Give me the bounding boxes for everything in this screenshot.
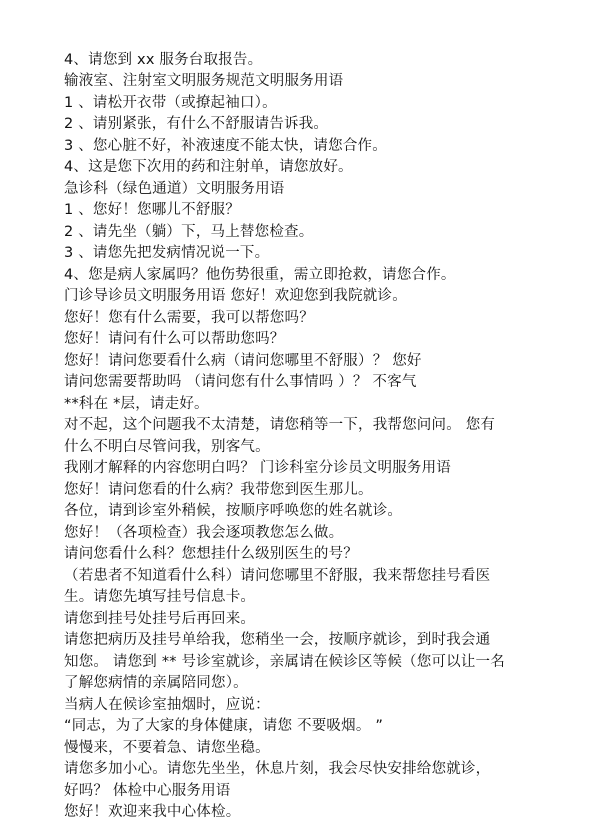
text-line: 请您到挂号处挂号后再回来。 xyxy=(64,610,256,627)
text-line: 您好！请问有什么可以帮助您吗？ xyxy=(64,331,285,348)
text-line: 您好！您有什么需要，我可以帮您吗？ xyxy=(64,309,314,326)
text-line: 您好！（各项检查）我会逐项教您怎么做。 xyxy=(64,524,344,541)
text-line: 知您。 请您到 ** 号诊室就诊，亲属请在候诊区等候（您可以让一名 xyxy=(64,653,505,670)
text-line: 您好！欢迎来我中心体检。 xyxy=(64,804,241,820)
text-line: 4、您是病人家属吗？他伤势很重，需立即抢救，请您合作。 xyxy=(64,266,456,283)
text-line: 4、请您到 xx 服务台取报告。 xyxy=(64,52,263,68)
text-line: 您好！请问您要看什么病（请问您哪里不舒服）？ 您好 xyxy=(64,352,422,369)
text-line: 当病人在候诊室抽烟时，应说： xyxy=(64,696,270,713)
text-line: 2 、请先坐（躺）下，马上替您检查。 xyxy=(64,223,314,240)
section-heading: 输液室、注射室文明服务规范文明服务用语 xyxy=(64,73,344,90)
text-line: 请问您需要帮助吗 （请问您有什么事情吗 ）？ 不客气 xyxy=(64,374,417,391)
text-line: 生。请您先填写挂号信息卡。 xyxy=(64,589,256,606)
text-line: 3 、请您先把发病情况说一下。 xyxy=(64,245,270,262)
text-line: 好吗？ 体检中心服务用语 xyxy=(64,782,231,799)
text-line: 2 、请别紧张，有什么不舒服请告诉我。 xyxy=(64,116,329,133)
section-heading: 急诊科（绿色通道）文明服务用语 xyxy=(64,180,285,197)
text-line: 请您把病历及挂号单给我，您稍坐一会，按顺序就诊，到时我会通 xyxy=(64,632,491,649)
text-line: 门诊导诊员文明服务用语 您好！欢迎您到我院就诊。 xyxy=(64,288,407,305)
text-line: 请您多加小心。请您先坐坐，休息片刻，我会尽快安排给您就诊， xyxy=(64,761,491,778)
text-line: 1 、请松开衣带（或撩起袖口）。 xyxy=(64,94,277,111)
text-line: 对不起，这个问题我不太清楚，请您稍等一下，我帮您问问。 您有 xyxy=(64,417,496,434)
text-line: 1 、您好！您哪儿不舒服？ xyxy=(64,202,240,219)
text-line: 4、这是您下次用的药和注射单，请您放好。 xyxy=(64,159,353,176)
text-line: “同志，为了大家的身体健康，请您 不要吸烟。 ” xyxy=(64,718,384,735)
text-line: （若患者不知道看什么科）请问您哪里不舒服，我来帮您挂号看医 xyxy=(64,567,491,584)
text-line: 了解您病情的亲属陪同您）。 xyxy=(64,675,248,692)
text-line: **科在 *层，请走好。 xyxy=(64,395,209,412)
text-line: 各位，请到诊室外稍候，按顺序呼唤您的姓名就诊。 xyxy=(64,503,403,520)
text-line: 什么不明白尽管问我，别客气。 xyxy=(64,438,270,455)
text-line: 我刚才解释的内容您明白吗？ 门诊科室分诊员文明服务用语 xyxy=(64,460,452,477)
text-line: 3 、您心脏不好，补液速度不能太快，请您合作。 xyxy=(64,137,387,154)
text-line: 请问您看什么科？您想挂什么级别医生的号？ xyxy=(64,546,358,563)
text-line: 您好！请问您看的什么病？我带您到医生那儿。 xyxy=(64,481,373,498)
text-line: 慢慢来，不要着急、请您坐稳。 xyxy=(64,739,270,756)
